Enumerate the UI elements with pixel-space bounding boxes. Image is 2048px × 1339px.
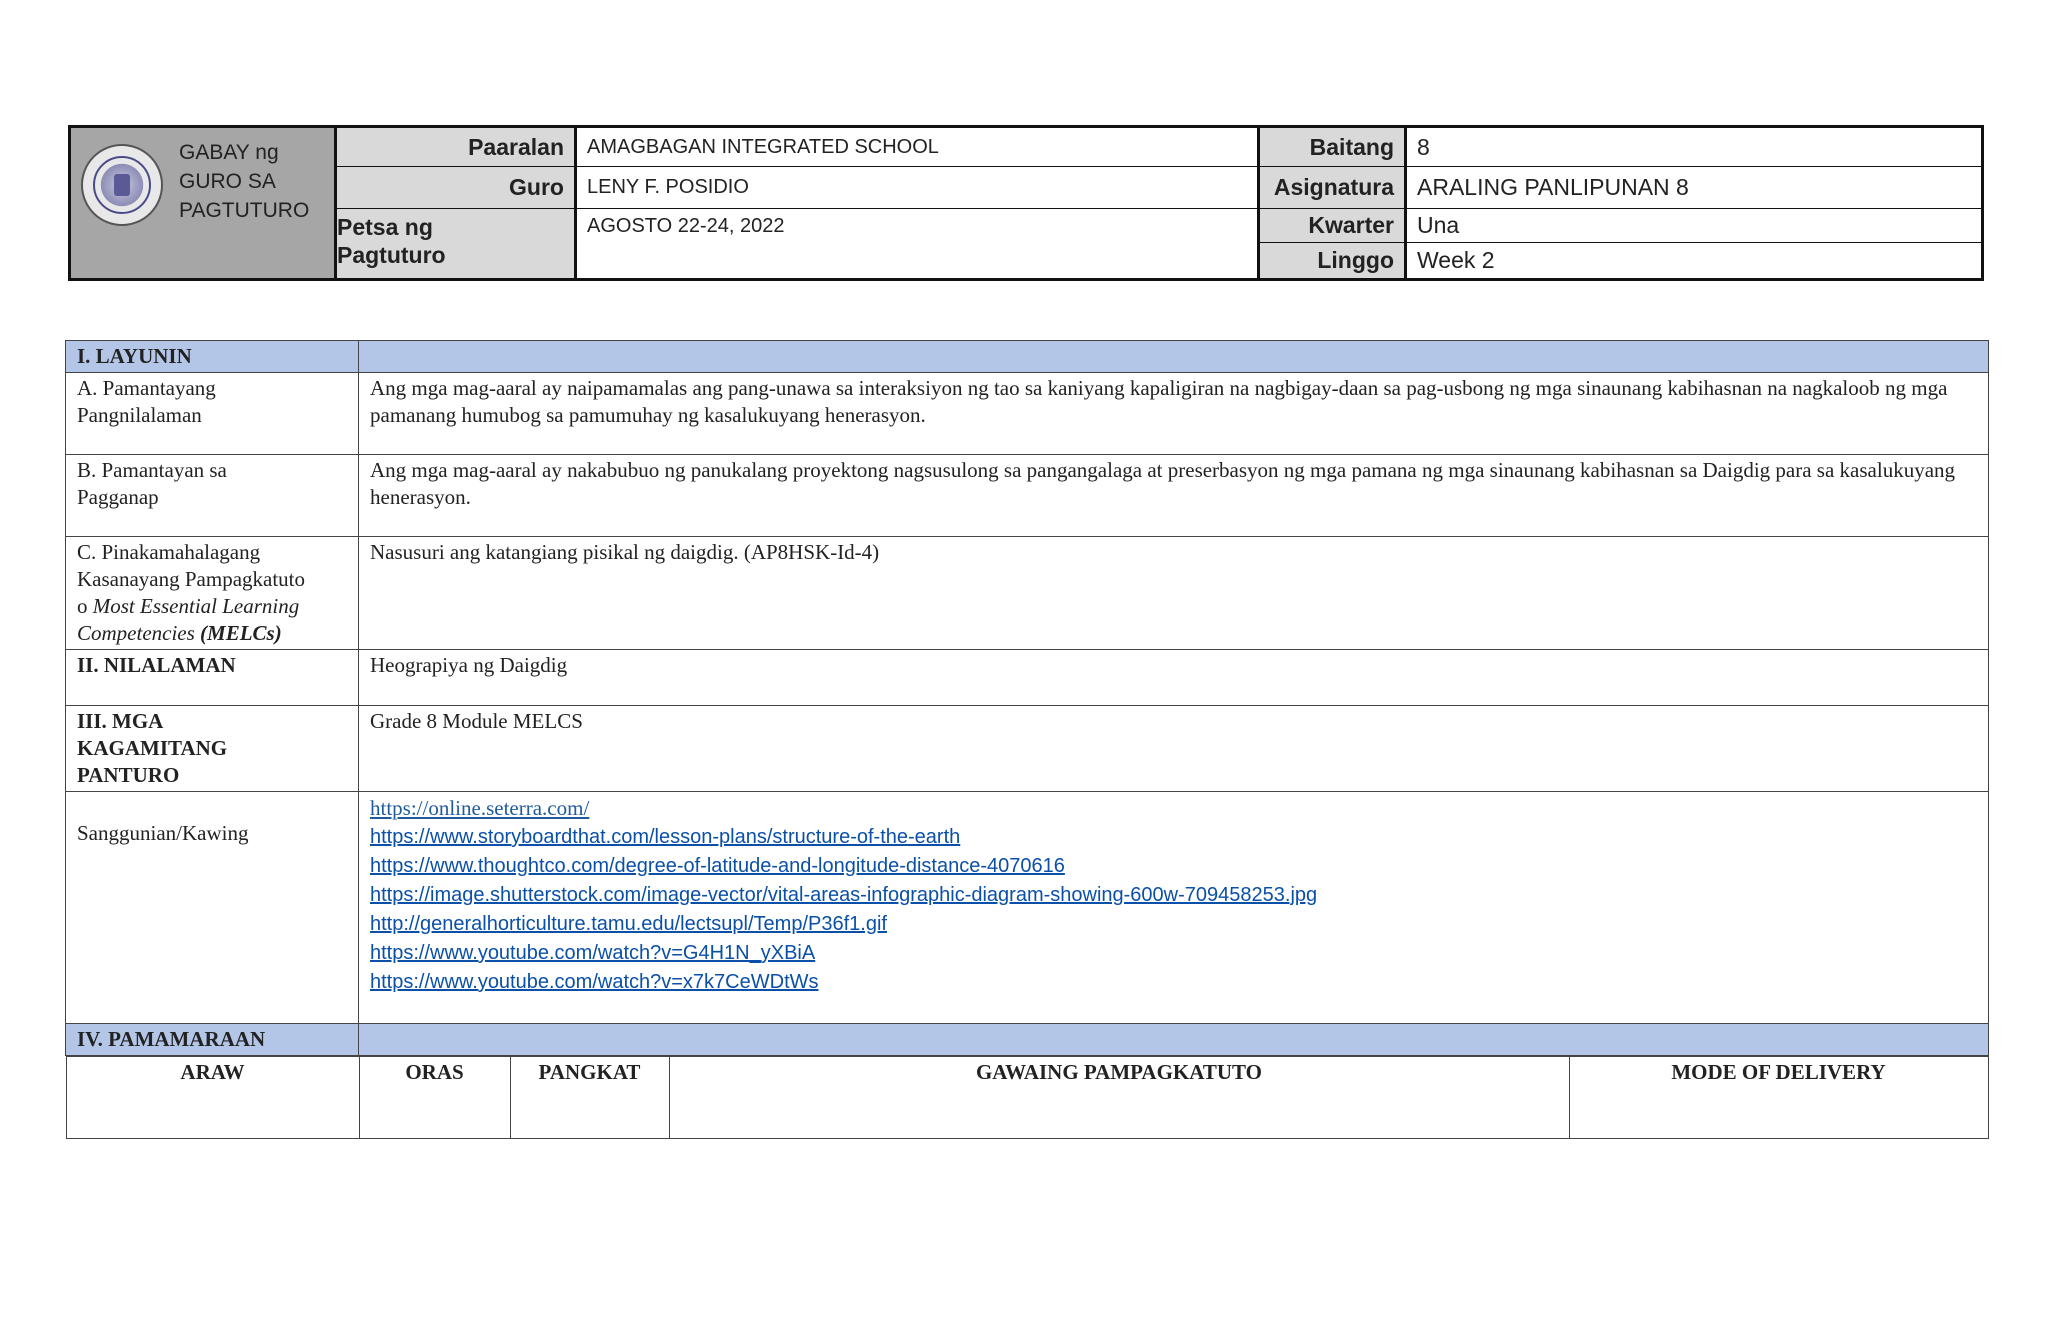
schedule-wrapper — [66, 1056, 1989, 1140]
guide-title-line: PAGTUTURO — [179, 199, 310, 222]
guide-title-line: GURO SA — [179, 170, 276, 193]
teacher-value: LENY F. POSIDIO — [577, 167, 1260, 209]
teacher-label: Guro — [337, 167, 577, 209]
header-table — [68, 125, 1984, 281]
guide-title-line: GABAY ng — [179, 141, 279, 164]
section-kagamitan — [66, 706, 359, 792]
logo-cell — [71, 128, 337, 278]
guide-title — [179, 138, 309, 225]
section-layunin-fill — [359, 341, 1989, 373]
subject-value: ARALING PANLIPUNAN 8 — [1407, 167, 1981, 209]
label-part: o — [77, 594, 93, 618]
reference-link[interactable]: https://www.youtube.com/watch?v=x7k7CeWDtWs — [370, 971, 819, 993]
reference-link[interactable]: https://image.shutterstock.com/image-vector/vital-areas-infographic-diagram-showing-600w-709458253.jpg — [370, 884, 1318, 906]
schedule-header-mode: MODE OF DELIVERY — [1569, 1057, 1988, 1139]
nilalaman-text: Heograpiya ng Daigdig — [359, 650, 1989, 706]
school-value: AMAGBAGAN INTEGRATED SCHOOL — [577, 128, 1260, 167]
reference-link[interactable]: https://www.storyboardthat.com/lesson-plans/structure-of-the-earth — [370, 826, 961, 848]
grade-label: Baitang — [1260, 128, 1407, 167]
label-line: B. Pamantayan sa — [77, 458, 227, 482]
schedule-header-araw: ARAW — [66, 1057, 359, 1139]
melc-label — [66, 537, 359, 650]
schedule-header-gawain: GAWAING PAMPAGKATUTO — [669, 1057, 1569, 1139]
label-line: C. Pinakamahalagang — [77, 540, 261, 564]
reference-links — [359, 792, 1989, 1024]
section-layunin: I. LAYUNIN — [66, 341, 359, 373]
schedule-header-oras: ORAS — [359, 1057, 510, 1139]
label-line: III. MGA — [77, 709, 164, 733]
label-part: Most Essential Learning — [92, 594, 300, 618]
schedule-header-pangkat: PANGKAT — [510, 1057, 669, 1139]
week-label: Linggo — [1260, 243, 1407, 278]
school-label: Paaralan — [337, 128, 577, 167]
label-line: KAGAMITANG — [77, 736, 228, 760]
sanggunian-label: Sanggunian/Kawing — [66, 792, 359, 1024]
label-line: A. Pamantayang — [77, 376, 216, 400]
label-line — [77, 620, 347, 647]
quarter-value: Una — [1407, 209, 1981, 243]
date-label-line: Pagtuturo — [337, 242, 446, 268]
section-nilalaman: II. NILALAMAN — [66, 650, 359, 706]
section-pamamaraan-fill — [359, 1024, 1989, 1056]
reference-link[interactable]: https://www.youtube.com/watch?v=G4H1N_yXBiA — [370, 942, 816, 964]
content-standard-text: Ang mga mag-aaral ay naipamamalas ang pang-unawa sa interaksiyon ng tao sa kaniyang kapaligiran na nagbigay-daan sa pag-usbong ng mga sinaunang kabihasnan na nagkaloob ng mga pamanang humubog sa pamumuhay ng kasalukuyang henerasyon. — [359, 373, 1989, 455]
label-line — [77, 593, 347, 620]
label-line: PANTURO — [77, 763, 180, 787]
schedule-table — [66, 1056, 1989, 1139]
reference-link[interactable]: https://online.seterra.com/ — [370, 796, 590, 820]
date-label-line: Petsa ng — [337, 214, 433, 240]
label-line: Pangnilalaman — [77, 403, 202, 427]
section-pamamaraan: IV. PAMAMARAAN — [66, 1024, 359, 1056]
label-part: Competencies — [77, 621, 195, 645]
date-label — [337, 209, 577, 278]
lesson-plan-table — [65, 340, 1989, 1139]
label-part: (MELCs) — [194, 621, 282, 645]
date-value: AGOSTO 22-24, 2022 — [577, 209, 1260, 278]
week-value: Week 2 — [1417, 247, 1495, 273]
grade-value: 8 — [1407, 128, 1981, 167]
label-line: Kasanayang Pampagkatuto — [77, 567, 306, 591]
performance-standard-label — [66, 455, 359, 537]
melc-text: Nasusuri ang katangiang pisikal ng daigdig. (AP8HSK-Id-4) — [359, 537, 1989, 650]
label-line: Pagganap — [77, 485, 159, 509]
subject-label: Asignatura — [1260, 167, 1407, 209]
quarter-label: Kwarter — [1260, 209, 1407, 243]
kagamitan-text: Grade 8 Module MELCS — [359, 706, 1989, 792]
content-standard-label — [66, 373, 359, 455]
reference-link[interactable]: https://www.thoughtco.com/degree-of-latitude-and-longitude-distance-4070616 — [370, 855, 1065, 877]
performance-standard-text: Ang mga mag-aaral ay nakabubuo ng panukalang proyektong nagsusulong sa pangangalaga at preserbasyon ng mga pamana ng mga sinaunang kabihasnan sa Daigdig para sa kasalukuyang henerasyon. — [359, 455, 1989, 537]
reference-link[interactable]: http://generalhorticulture.tamu.edu/lectsupl/Temp/P36f1.gif — [370, 913, 887, 935]
header-grid — [337, 128, 1981, 278]
deped-seal-icon — [81, 144, 163, 226]
